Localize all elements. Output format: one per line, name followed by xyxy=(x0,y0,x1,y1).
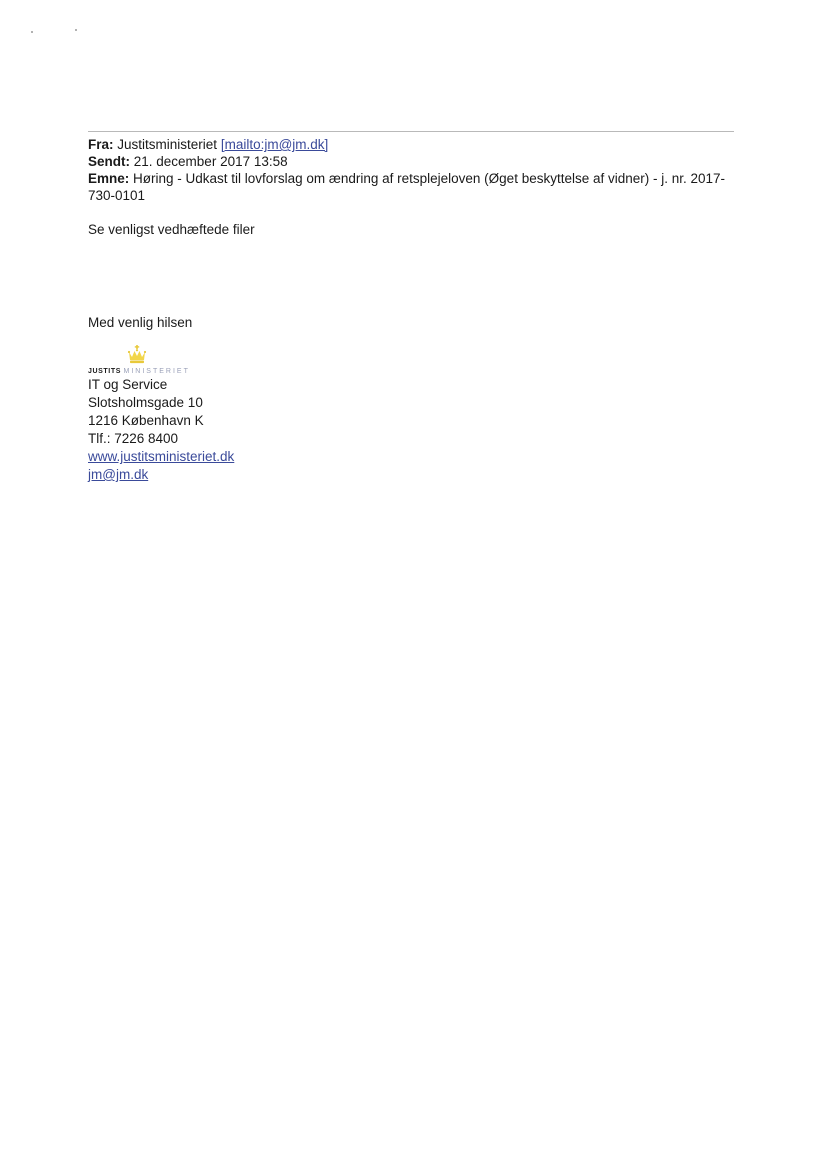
from-name: Justitsministeriet xyxy=(117,137,218,152)
crown-icon xyxy=(126,345,148,365)
sent-line xyxy=(88,153,738,170)
subject-label: Emne: xyxy=(88,171,130,186)
email-header xyxy=(88,136,738,204)
subject-value: Høring - Udkast til lovforslag om ændring af retsplejeloven (Øget beskyttelse af vidner) - j. nr. 2017-730-0101 xyxy=(88,171,726,203)
email-link[interactable]: jm@jm.dk xyxy=(88,467,149,482)
scan-speck xyxy=(31,31,33,33)
scan-speck xyxy=(75,29,77,31)
header-divider xyxy=(88,131,734,132)
sent-label: Sendt: xyxy=(88,154,130,169)
message-text: Se venligst vedhæftede filer xyxy=(88,222,255,237)
from-line xyxy=(88,136,738,153)
signature-department: IT og Service xyxy=(88,377,168,392)
signature-city: 1216 København K xyxy=(88,413,204,428)
greeting-text: Med venlig hilsen xyxy=(88,315,193,330)
website-link[interactable]: www.justitsministeriet.dk xyxy=(88,449,235,464)
logo-text-bold: JUSTITS xyxy=(88,368,121,375)
from-label: Fra: xyxy=(88,137,114,152)
logo-text-light: MINISTERIET xyxy=(123,368,190,375)
from-email-link[interactable]: [mailto:jm@jm.dk] xyxy=(220,137,329,152)
subject-line xyxy=(88,170,738,204)
signature-street: Slotsholmsgade 10 xyxy=(88,395,203,410)
signature-block xyxy=(88,345,234,484)
ministry-logo-text xyxy=(88,367,234,376)
signature-phone: Tlf.: 7226 8400 xyxy=(88,431,179,446)
sent-value: 21. december 2017 13:58 xyxy=(133,154,288,169)
